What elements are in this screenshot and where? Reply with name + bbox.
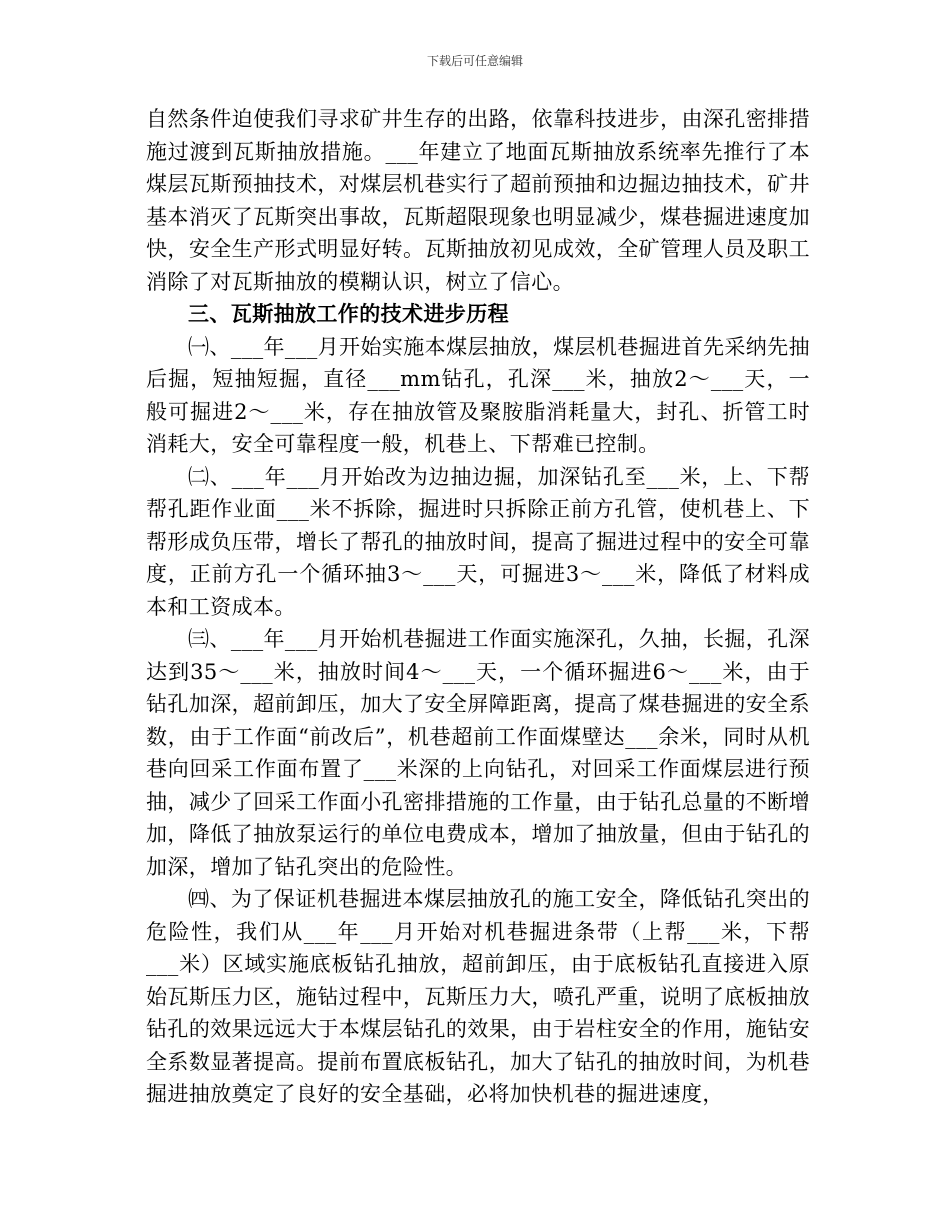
paragraph-step-4: ㈣、为了保证机巷掘进本煤层抽放孔的施工安全，降低钻孔突出的危险性，我们从___年___月开始对机巷掘进条带（上帮___米，下帮___米）区域实施底板钻孔抽放，超前卸压，由于底板钻孔直接进入原始瓦斯压力区，施钻过程中，瓦斯压力大，喷孔严重，说明了底板抽放钻孔的效果远远大于本煤层钻孔的效果，由于岩柱安全的作用，施钻安全系数显著提高。提前布置底板钻孔，加大了钻孔的抽放时间，为机巷掘进抽放奠定了良好的安全基础，必将加快机巷的掘进速度，	[146, 887, 810, 1106]
paragraph-intro: 自然条件迫使我们寻求矿井生存的出路，依靠科技进步，由深孔密排措施过渡到瓦斯抽放措施。___年建立了地面瓦斯抽放系统率先推行了本煤层瓦斯预抽技术，对煤层机巷实行了超前预抽和边掘边抽技术，矿井基本消灭了瓦斯突出事故，瓦斯超限现象也明显减少，煤巷掘进速度加快，安全生产形式明显好转。瓦斯抽放初见成效，全矿管理人员及职工消除了对瓦斯抽放的模糊认识，树立了信心。	[146, 107, 810, 294]
page-header: 下载后可任意编辑	[426, 54, 523, 68]
paragraph-step-2: ㈡、___年___月开始改为边抽边掘，加深钻孔至___米，上、下帮帮孔距作业面___米不拆除，掘进时只拆除正前方孔管，使机巷上、下帮形成负压带，增长了帮孔的抽放时间，提高了掘进过程中的安全可靠度，正前方孔一个循环抽3～___天，可掘进3～___米，降低了材料成本和工资成本。	[146, 464, 810, 619]
section-heading: 三、瓦斯抽放工作的技术进步历程	[188, 301, 509, 326]
paragraph-step-3: ㈢、___年___月开始机巷掘进工作面实施深孔，久抽，长掘，孔深达到35～___米，抽放时间4～___天，一个循环掘进6～___米，由于钻孔加深，超前卸压，加大了安全屏障距离，提高了煤巷掘进的安全系数，由于工作面“前改后”，机巷超前工作面煤壁达___余米，同时从机巷向回采工作面布置了___米深的上向钻孔，对回采工作面煤层进行预抽，减少了回采工作面小孔密排措施的工作量，由于钻孔总量的不断增加，降低了抽放泵运行的单位电费成本，增加了抽放量，但由于钻孔的加深，增加了钻孔突出的危险性。	[146, 627, 810, 879]
document-body	[146, 103, 810, 1111]
paragraph-step-1: ㈠、___年___月开始实施本煤层抽放，煤层机巷掘进首先采纳先抽后掘，短抽短掘，直径___mm钻孔，孔深___米，抽放2～___天，一般可掘进2～___米，存在抽放管及聚胺脂消耗量大，封孔、折管工时消耗大，安全可靠程度一般，机巷上、下帮难已控制。	[146, 334, 810, 456]
